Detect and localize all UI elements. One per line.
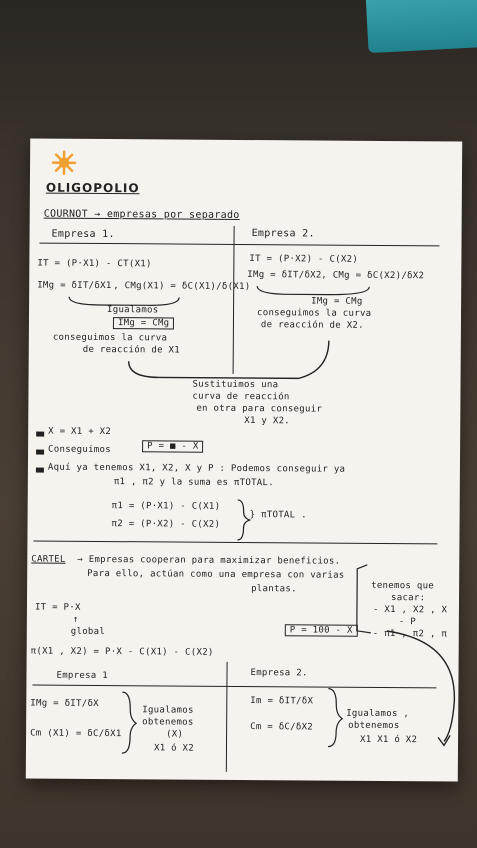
c-img2: Im = δIT/δX [250, 696, 314, 707]
tenemos-bracket [357, 565, 371, 633]
e1-img: IMg = δIT/δX1 [37, 280, 112, 292]
e1-igualamos: Igualamos [107, 305, 159, 316]
bullet-text-3b: π1 , π2 y la suma es πTOTAL. [113, 477, 274, 489]
c-obten2: obtenemos [348, 720, 400, 732]
arrow-up: ↑ [72, 614, 79, 625]
e1-cmg: , CMg(X1) = δC(X1)/δ(X1) [113, 281, 251, 293]
pi-brace [237, 500, 249, 540]
it-px: IT = P·X [34, 602, 81, 613]
tenemos-1: tenemos que [371, 580, 435, 592]
cournot-heading: COURNOT → empresas por separado [43, 208, 240, 221]
notebook-page [26, 138, 462, 781]
sust-1: Sustituimos una [192, 379, 279, 391]
global-label: global [70, 626, 106, 638]
c-x: (X) [166, 729, 184, 740]
empresa1-label: Empresa 1. [51, 228, 115, 241]
page-title: OLIGOPOLIO [45, 180, 140, 196]
pi1-formula: π1 = (P·X1) - C(X1) [111, 501, 221, 512]
cmg-brace [122, 692, 136, 753]
c-x1x2b: X1 X1 ó X2 [360, 734, 418, 746]
empresa2-label: Empresa 2. [251, 228, 315, 240]
c-igual1: Igualamos [142, 705, 194, 716]
bullet-1 [36, 432, 44, 437]
bracket-e2 [257, 286, 369, 295]
tenemos-2: sacar: [391, 593, 426, 604]
c-igual2: Igualamos , [346, 708, 410, 720]
cartel-2: Para ello, actúan como una empresa con varias [87, 568, 345, 581]
tenemos-4: - P [398, 617, 417, 628]
c-cmg2: Cm = δC/δX2 [250, 722, 314, 733]
tenemos-3: - X1 , X2 , X [372, 604, 448, 616]
cartel-word: CARTEL [31, 554, 66, 565]
c-x1x2: X1 ó X2 [153, 743, 195, 754]
bullet-2 [36, 450, 44, 455]
e2-it: IT = (P·X2) - C(X2) [249, 254, 359, 265]
e1-consegu: conseguimos la curva [52, 332, 168, 344]
price-box-2: P = 100 - X [285, 624, 358, 637]
sust-4: X1 y X2. [244, 416, 291, 427]
c-img1: IMg = δIT/δX [30, 698, 99, 709]
e2-cmg: , CMg = δC(X2)/δX2 [321, 270, 425, 282]
sust-2: curva de reacción [192, 391, 290, 403]
e1-it: IT = (P·X1) - CT(X1) [37, 258, 152, 270]
e2-igual: IMg = CMg [311, 296, 363, 307]
tenemos-5: - π1 , π2 , π [372, 628, 448, 640]
sust-3: en otra para conseguir [196, 403, 323, 415]
e1-igual-box: IMg = CMg [113, 317, 175, 329]
e2-consegu: conseguimos la curva [256, 308, 372, 319]
teal-object [366, 0, 477, 53]
cmg-brace-2 [328, 689, 342, 747]
bullet-text-1: X = X1 + X2 [48, 426, 112, 438]
c-empresa1: Empresa 1 [56, 670, 108, 682]
cartel-3: plantas. [251, 584, 297, 595]
e2-reaccion: de reacción de X2. [260, 320, 364, 331]
pitotal: } πTOTAL . [249, 510, 307, 521]
pi-function: π(X1 , X2) = P·X - C(X1) - C(X2) [30, 646, 214, 658]
e1-reaccion: de reacción de X1 [82, 344, 181, 356]
c-obten1: obtenemos [142, 717, 194, 728]
e2-img: IMg = δIT/δX2 [247, 270, 322, 281]
cartel-1: → Empresas cooperan para maximizar beneficios. [77, 554, 341, 567]
c-empresa2: Empresa 2. [250, 668, 308, 679]
bullet-text-3a: Aquí ya tenemos X1, X2, X y P : Podemos conseguir ya [47, 462, 346, 475]
pi2-formula: π2 = (P·X2) - C(X2) [111, 519, 221, 530]
c-cmg1: Cm (X1) = δC/δX1 [30, 728, 122, 740]
bullet-text-2: Conseguimos [48, 444, 112, 456]
bullet-3 [36, 468, 44, 473]
price-box-1: P = ■ - X [142, 440, 204, 452]
sun-logo-icon [53, 152, 75, 174]
